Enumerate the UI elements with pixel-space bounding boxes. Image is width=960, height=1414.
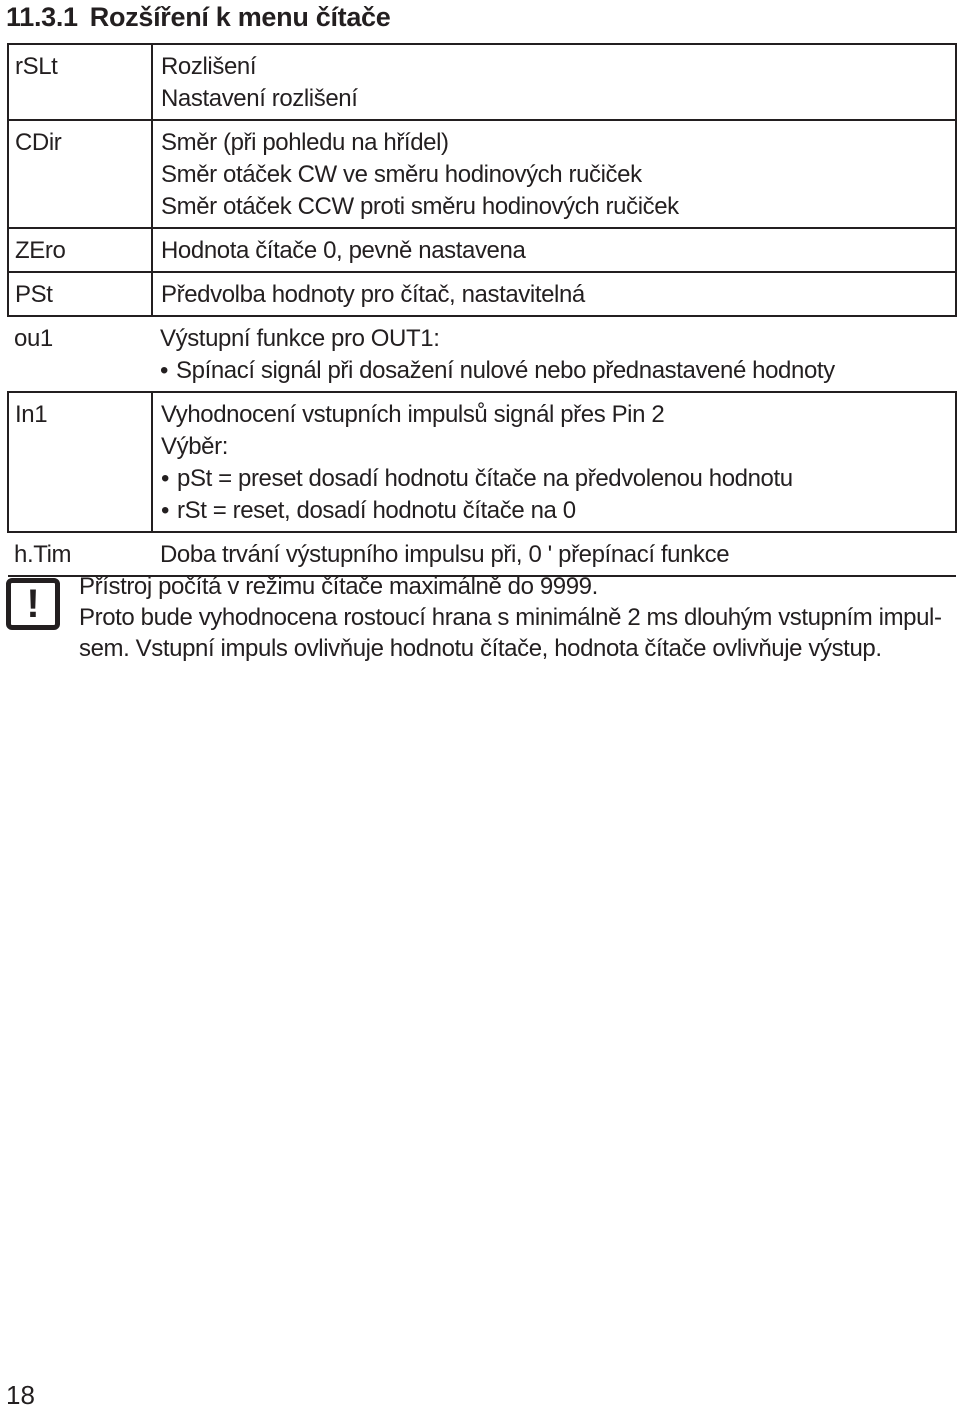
- param-description: [152, 228, 956, 272]
- table-row: [8, 532, 956, 576]
- param-description: [152, 120, 956, 228]
- note-line: Proto bude vyhodnocena rostoucí hrana s minimálně 2 ms dlouhým vstupním impul-: [79, 604, 942, 631]
- param-description: [152, 44, 956, 120]
- note-line: sem. Vstupní impuls ovlivňuje hodnotu čítače, hodnota čítače ovlivňuje výstup.: [79, 635, 882, 662]
- bullet-item: • Spínací signál při dosažení nulové nebo přednastavené hodnoty: [160, 355, 956, 387]
- table-row: [8, 228, 956, 272]
- table-row: [8, 316, 956, 392]
- param-description: [152, 532, 956, 576]
- bullet-item: • pSt = preset dosadí hodnotu čítače na předvolenou hodnotu: [161, 463, 955, 495]
- table-row: [8, 44, 956, 120]
- param-code: PSt: [8, 272, 152, 316]
- section-heading: [6, 0, 391, 34]
- warning-symbol: !: [26, 582, 40, 626]
- param-code: rSLt: [8, 44, 152, 120]
- param-code: ou1: [14, 325, 53, 352]
- note-line: Přístroj počítá v režimu čítače maximálně do 9999.: [79, 573, 598, 600]
- section-number: 11.3.1: [6, 2, 78, 32]
- warning-note: [79, 571, 949, 664]
- description-line: Vyhodnocení vstupních impulsů signál přes Pin 2: [161, 401, 665, 428]
- table-row: [8, 392, 956, 532]
- parameter-table: [7, 43, 957, 577]
- description-line: Směr (při pohledu na hřídel): [161, 129, 449, 156]
- param-code: CDir: [8, 120, 152, 228]
- param-code: In1: [8, 392, 152, 532]
- section-title: Rozšíření k menu čítače: [89, 2, 391, 32]
- description-line: Hodnota čítače 0, pevně nastavena: [161, 237, 526, 264]
- description-line: Doba trvání výstupního impulsu při, 0 ' přepínací funkce: [160, 541, 730, 568]
- bullet-item: • rSt = reset, dosadí hodnotu čítače na 0: [161, 495, 955, 527]
- description-line: Předvolba hodnoty pro čítač, nastavitelná: [161, 281, 585, 308]
- exclamation-icon: [6, 578, 60, 630]
- table-row: [8, 272, 956, 316]
- description-line: Nastavení rozlišení: [161, 85, 358, 112]
- description-line: Výběr:: [161, 433, 228, 460]
- param-code: ZEro: [8, 228, 152, 272]
- param-code: h.Tim: [8, 532, 152, 576]
- table-row: [8, 120, 956, 228]
- description-line: Rozlišení: [161, 53, 257, 80]
- description-line: Směr otáček CCW proti směru hodinových ručiček: [161, 193, 679, 220]
- description-line: Výstupní funkce pro OUT1:: [160, 325, 440, 352]
- param-description: [152, 316, 956, 392]
- param-description: [152, 392, 956, 532]
- param-description: [152, 272, 956, 316]
- page-number: 18: [6, 1380, 35, 1410]
- description-line: Směr otáček CW ve směru hodinových ručiček: [161, 161, 642, 188]
